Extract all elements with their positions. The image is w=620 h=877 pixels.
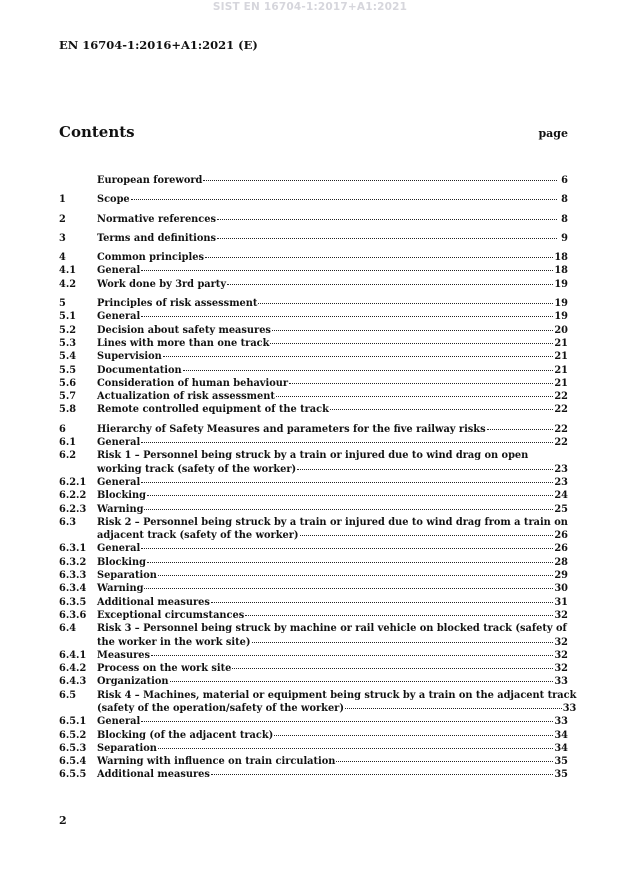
toc-entry-page: 33	[554, 716, 568, 728]
toc-entry[interactable]	[59, 232, 568, 245]
toc-entry-title: Supervision	[97, 351, 162, 363]
toc-entry-page: 25	[554, 503, 568, 515]
toc-entry-number: 6.2.1	[59, 476, 87, 488]
toc-entry-title: General	[97, 265, 141, 277]
dot-leader	[144, 509, 553, 510]
toc-entry-title: working track (safety of the worker)	[97, 463, 297, 475]
toc-entry-number: 6.2	[59, 450, 77, 462]
dot-leader	[487, 429, 554, 430]
toc-entry-title: Documentation	[97, 364, 182, 376]
toc-entry[interactable]	[59, 213, 568, 226]
toc-entry-page: 22	[554, 437, 568, 449]
watermark: SIST EN 16704-1:2017+A1:2021	[212, 1, 408, 13]
toc-entry-number: 6.4.1	[59, 649, 87, 661]
toc-entry[interactable]	[59, 622, 568, 649]
dot-leader	[163, 356, 554, 357]
toc-entry-page: 33	[562, 702, 577, 714]
dot-leader	[144, 588, 553, 589]
toc-entry-title: Remote controlled equipment of the track	[97, 404, 329, 416]
toc-entry-page: 18	[554, 252, 568, 264]
toc-entry-page: 21	[554, 351, 568, 363]
toc-entry-number: 6.5.5	[59, 769, 87, 781]
contents-heading: Contents	[59, 123, 135, 141]
dot-leader	[252, 642, 554, 643]
toc-entry-page: 33	[554, 676, 568, 688]
toc-entry-page: 9	[561, 232, 568, 244]
toc-entry-title-line: Risk 4 – Machines, material or equipment being struck by a train on the adjacent track	[97, 689, 577, 701]
toc-entry[interactable]	[59, 489, 568, 502]
dot-leader	[297, 469, 553, 470]
toc-entry-page: 8	[561, 194, 568, 206]
toc-entry[interactable]	[59, 324, 568, 337]
toc-entry[interactable]	[59, 403, 568, 416]
dot-leader	[141, 316, 553, 317]
dot-leader	[258, 303, 553, 304]
toc-entry-number: 5.2	[59, 324, 77, 336]
toc-entry[interactable]	[59, 423, 568, 436]
toc-entry-page: 31	[554, 596, 568, 608]
toc-entry[interactable]	[59, 390, 568, 403]
toc-entry-title: the worker in the work site)	[97, 636, 251, 648]
toc-entry-page: 23	[554, 463, 568, 475]
toc-entry[interactable]	[59, 582, 568, 595]
toc-entry-page: 21	[554, 364, 568, 376]
toc-entry-page: 22	[554, 404, 568, 416]
toc-entry-title: adjacent track (safety of the worker)	[97, 530, 299, 542]
toc-entry-number: 6.5.1	[59, 716, 87, 728]
toc-entry-number: 6.5.2	[59, 729, 87, 741]
dot-leader	[203, 180, 557, 181]
toc-entry-page: 35	[554, 756, 568, 768]
toc-entry-title: Principles of risk assessment	[97, 298, 258, 310]
toc-entry-number: 4	[59, 252, 66, 264]
dot-leader	[141, 548, 553, 549]
toc-entry-title: General	[97, 476, 141, 488]
toc-entry-title: European foreword	[97, 175, 203, 186]
toc-entry-page: 20	[554, 324, 568, 336]
toc-entry[interactable]	[59, 278, 568, 291]
toc-entry-number: 6.2.2	[59, 490, 87, 502]
dot-leader	[272, 330, 553, 331]
toc-entry-number: 6.3.1	[59, 543, 87, 555]
dot-leader	[232, 668, 553, 669]
toc-entry[interactable]	[59, 729, 568, 742]
toc-entry-number: 5.8	[59, 404, 77, 416]
toc-entry-page: 19	[554, 278, 568, 290]
dot-leader	[276, 396, 553, 397]
toc-entry-title: Additional measures	[97, 596, 210, 608]
toc-entry-number: 6.1	[59, 437, 77, 449]
dot-leader	[131, 199, 557, 200]
toc-entry-page: 26	[554, 543, 568, 555]
toc-entry-number: 6.3.2	[59, 556, 87, 568]
toc-entry[interactable]	[59, 449, 568, 476]
toc-entry[interactable]	[59, 516, 568, 543]
toc-entry-number: 5.5	[59, 364, 77, 376]
toc-entry[interactable]	[59, 609, 568, 622]
dot-leader	[141, 721, 553, 722]
toc-entry-title: Organization	[97, 676, 169, 688]
toc-entry-title: Warning	[97, 583, 144, 595]
toc-entry-page: 18	[554, 265, 568, 277]
dot-leader	[147, 562, 553, 563]
toc-entry-page: 28	[554, 556, 568, 568]
toc-entry-number: 5.1	[59, 311, 77, 323]
dot-leader	[289, 383, 553, 384]
toc-entry[interactable]	[59, 337, 568, 350]
toc-entry-page: 19	[554, 298, 568, 310]
toc-entry[interactable]	[59, 310, 568, 323]
toc-entry[interactable]	[59, 662, 568, 675]
toc-entry-page: 22	[554, 391, 568, 403]
toc-entry[interactable]	[59, 596, 568, 609]
dot-leader	[330, 409, 553, 410]
toc-entry-title: Scope	[97, 194, 130, 206]
toc-entry-page: 32	[554, 609, 568, 621]
toc-entry[interactable]	[59, 556, 568, 569]
toc-entry-page: 29	[554, 570, 568, 582]
dot-leader	[170, 681, 554, 682]
toc-entry-number: 2	[59, 213, 66, 225]
toc-entry[interactable]	[59, 297, 568, 310]
toc-entry[interactable]	[59, 174, 568, 187]
toc-entry-title: Lines with more than one track	[97, 337, 270, 349]
toc-entry-title: Warning	[97, 503, 144, 515]
dot-leader	[141, 482, 553, 483]
toc-entry[interactable]	[59, 251, 568, 264]
toc-entry-page: 26	[554, 530, 568, 542]
toc-entry[interactable]	[59, 377, 568, 390]
toc-entry-number: 4.2	[59, 278, 77, 290]
document-id: EN 16704-1:2016+A1:2021 (E)	[59, 38, 258, 52]
dot-leader	[227, 284, 553, 285]
toc-entry[interactable]	[59, 193, 568, 206]
dot-leader	[211, 602, 553, 603]
toc-entry-number: 1	[59, 194, 66, 206]
toc-entry-number: 6.5.4	[59, 756, 87, 768]
dot-leader	[147, 495, 553, 496]
toc-entry-page: 6	[561, 175, 568, 186]
toc-entry-number: 6.2.3	[59, 503, 87, 515]
dot-leader	[270, 343, 553, 344]
toc-entry-page: 32	[554, 663, 568, 675]
toc-entry-number: 4.1	[59, 265, 77, 277]
toc-entry-title: Warning with influence on train circulation	[97, 756, 336, 768]
toc-entry-title-line: Risk 3 – Personnel being struck by machine or rail vehicle on blocked track (safety of	[97, 623, 567, 635]
dot-leader	[245, 615, 553, 616]
dot-leader	[274, 735, 553, 736]
toc-entry-page: 21	[554, 337, 568, 349]
toc-entry[interactable]	[59, 755, 568, 768]
dot-leader	[205, 257, 553, 258]
toc-entry-page: 22	[554, 423, 568, 435]
toc-entry-number: 5.7	[59, 391, 77, 403]
toc-entry-number: 6.3	[59, 516, 77, 528]
toc-entry[interactable]	[59, 768, 568, 781]
toc-entry-page: 34	[554, 729, 568, 741]
page-column-label: page	[538, 127, 568, 140]
toc-entry-number: 5.3	[59, 337, 77, 349]
toc-entry-title: Consideration of human behaviour	[97, 377, 289, 389]
dot-leader	[141, 442, 553, 443]
dot-leader	[183, 370, 554, 371]
toc-entry-number: 6.3.3	[59, 570, 87, 582]
toc-entry-title: General	[97, 311, 141, 323]
toc-entry[interactable]	[59, 436, 568, 449]
toc-entry[interactable]	[59, 715, 568, 728]
toc-entry-page: 19	[554, 311, 568, 323]
toc-entry-number: 6.4	[59, 623, 77, 635]
toc-entry-page: 24	[554, 490, 568, 502]
toc-entry-page: 30	[554, 583, 568, 595]
toc-entry-number: 5.6	[59, 377, 77, 389]
toc-entry-title: Separation	[97, 570, 157, 582]
toc-entry-number: 6.3.4	[59, 583, 87, 595]
toc-entry[interactable]	[59, 542, 568, 555]
toc-entry[interactable]	[59, 569, 568, 582]
toc-entry-number: 3	[59, 232, 66, 244]
toc-entry-title: General	[97, 716, 141, 728]
toc-entry-page: 35	[554, 769, 568, 781]
toc-entry-title-line: Risk 1 – Personnel being struck by a train or injured due to wind drag on open	[97, 450, 529, 462]
dot-leader	[158, 575, 553, 576]
toc-entry-title: Decision about safety measures	[97, 324, 271, 336]
toc-entry-title: (safety of the operation/safety of the worker)	[97, 702, 344, 714]
toc-entry-title: Common principles	[97, 252, 204, 264]
toc-entry-title: Blocking (of the adjacent track)	[97, 729, 274, 741]
toc-entry-page: 8	[561, 213, 568, 225]
dot-leader	[345, 708, 562, 709]
toc-entry[interactable]	[59, 476, 568, 489]
toc-entry-title: Work done by 3rd party	[97, 278, 227, 290]
dot-leader	[217, 219, 557, 220]
toc-entry-title: Actualization of risk assessment	[97, 391, 275, 403]
dot-leader	[217, 238, 557, 239]
toc-entry-number: 5.4	[59, 351, 77, 363]
toc-entry-number: 6.3.6	[59, 609, 87, 621]
toc-entry-title: Terms and definitions	[97, 232, 217, 244]
toc-entry-title-line: Risk 2 – Personnel being struck by a train or injured due to wind drag from a train on	[97, 516, 568, 528]
dot-leader	[141, 270, 553, 271]
toc-entry-title: Normative references	[97, 213, 217, 225]
toc-entry-number: 5	[59, 298, 66, 310]
toc-entry[interactable]	[59, 675, 568, 688]
toc-entry-page: 23	[554, 476, 568, 488]
toc-entry-page: 32	[554, 636, 568, 648]
dot-leader	[336, 761, 553, 762]
toc-entry[interactable]	[59, 689, 577, 716]
toc-entry[interactable]	[59, 503, 568, 516]
toc-entry[interactable]	[59, 742, 568, 755]
toc-entry-title: General	[97, 437, 141, 449]
table-of-contents	[59, 174, 577, 782]
dot-leader	[158, 748, 553, 749]
toc-entry[interactable]	[59, 264, 568, 277]
toc-entry-title: Blocking	[97, 556, 146, 568]
toc-entry-page: 32	[554, 649, 568, 661]
toc-entry-title: Blocking	[97, 490, 146, 502]
toc-entry[interactable]	[59, 649, 568, 662]
toc-entry-number: 6.3.5	[59, 596, 87, 608]
dot-leader	[151, 655, 553, 656]
toc-entry[interactable]	[59, 350, 568, 363]
toc-entry-page: 34	[554, 742, 568, 754]
toc-entry-title: Additional measures	[97, 769, 210, 781]
toc-entry-number: 6	[59, 423, 66, 435]
toc-entry-title: General	[97, 543, 141, 555]
toc-entry-title: Hierarchy of Safety Measures and parameters for the five railway risks	[97, 423, 486, 435]
page-number: 2	[59, 814, 67, 827]
toc-entry-number: 6.5.3	[59, 742, 87, 754]
dot-leader	[300, 535, 554, 536]
toc-entry-number: 6.4.2	[59, 663, 87, 675]
dot-leader	[211, 774, 553, 775]
toc-entry-title: Measures	[97, 649, 150, 661]
toc-entry[interactable]	[59, 364, 568, 377]
toc-entry-page: 21	[554, 377, 568, 389]
toc-entry-title: Separation	[97, 742, 157, 754]
toc-entry-title: Exceptional circumstances	[97, 609, 245, 621]
toc-entry-number: 6.4.3	[59, 676, 87, 688]
toc-entry-title: Process on the work site	[97, 663, 232, 675]
toc-entry-number: 6.5	[59, 689, 77, 701]
